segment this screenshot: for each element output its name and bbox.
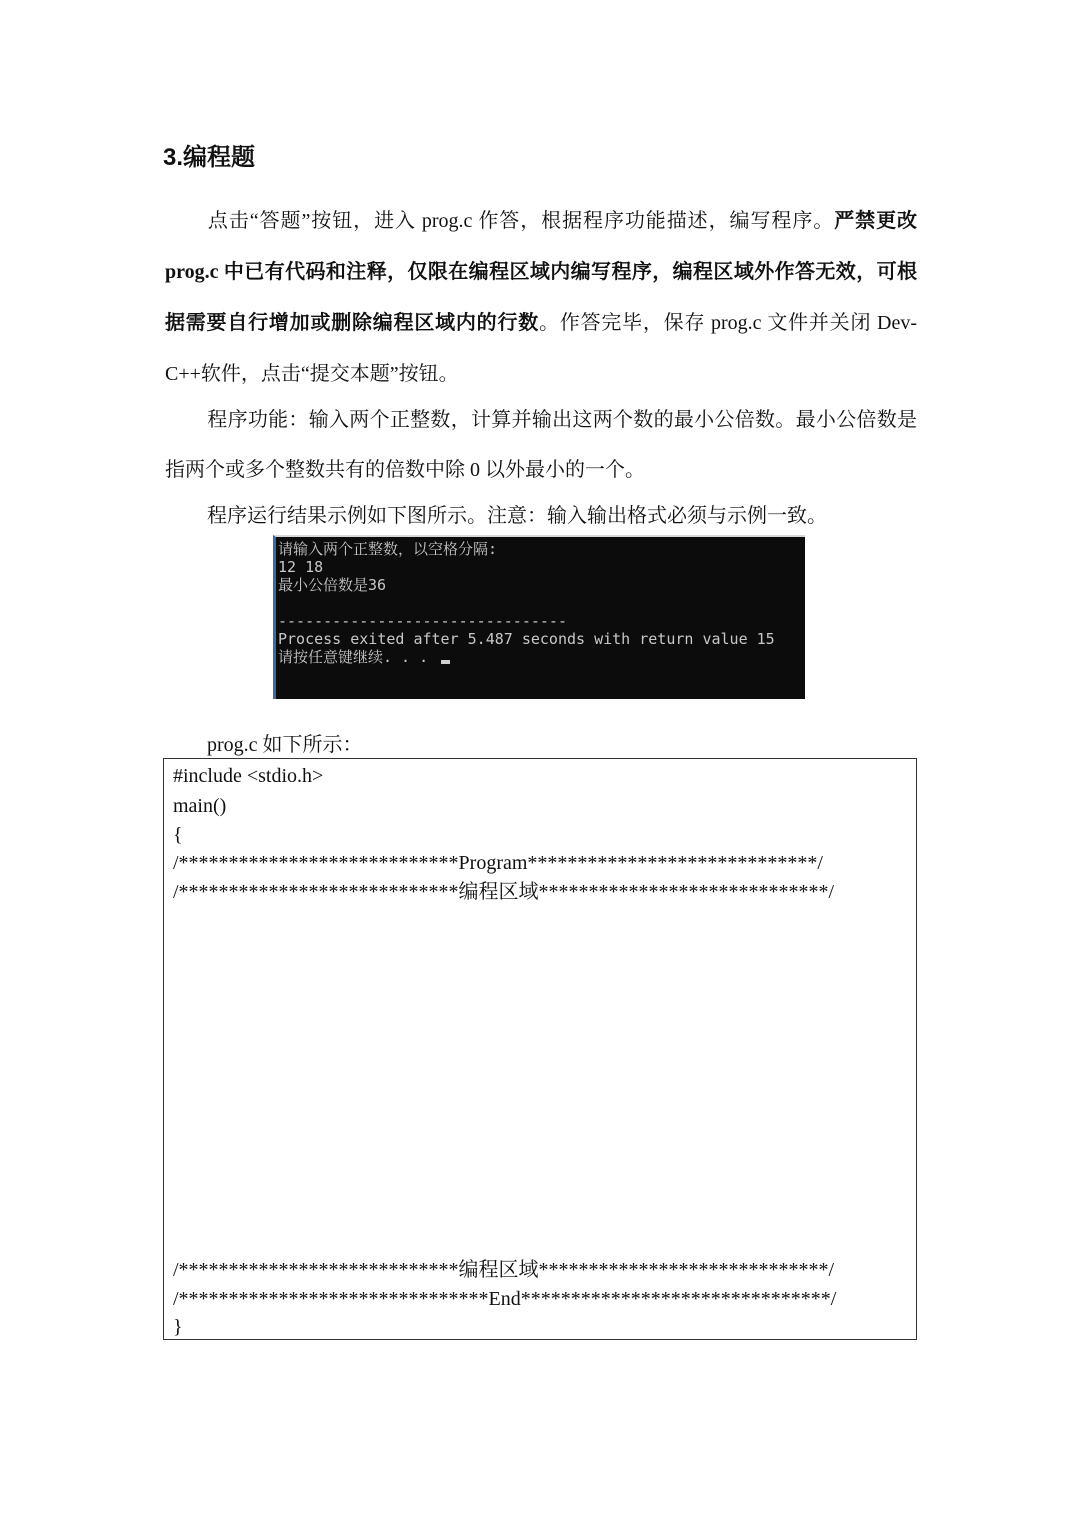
cursor-icon: [441, 660, 450, 664]
code-line-include: #include <stdio.h>: [173, 765, 324, 787]
code-line-program-comment: /****************************Program*****************************/: [173, 852, 823, 874]
code-line-close-brace: }: [173, 1316, 183, 1338]
code-box: [163, 758, 917, 1340]
code-line-main: main(): [173, 795, 227, 817]
example-note-paragraph: [165, 491, 917, 541]
section-heading: 3.编程题: [163, 144, 256, 171]
console-line: [278, 594, 805, 612]
console-line-prompt: [278, 648, 805, 666]
code-line-open-brace: {: [173, 824, 183, 846]
instructions-text: 点击“答题”按钮，进入 prog.c 作答，根据程序功能描述，编写程序。: [207, 210, 835, 232]
instructions-text-end: 。作答完毕，保存 prog.c 文件并关闭 Dev-C++软件，点击“提交本题”按钮。: [165, 312, 917, 385]
code-line-region-end: /****************************编程区域*****************************/: [173, 1259, 835, 1281]
example-note: 程序运行结果示例如下图所示。注意：输入输出格式必须与示例一致。: [207, 505, 827, 527]
console-line: --------------------------------: [278, 612, 567, 630]
console-output-screenshot: [273, 535, 805, 699]
code-caption: prog.c 如下所示：: [207, 734, 363, 756]
function-description: 程序功能：输入两个正整数，计算并输出这两个数的最小公倍数。最小公倍数是指两个或多个整数共有的倍数中除 0 以外最小的一个。: [165, 409, 917, 481]
console-line: Process exited after 5.487 seconds with return value 15: [278, 630, 775, 648]
instructions-bold-warning: 严禁更改 prog.c 中已有代码和注释，仅限在编程区域内编写程序，编程区域外作答无效，可根据需要自行增加或删除编程区域内的行数: [165, 210, 918, 334]
code-line-region-start: /****************************编程区域*****************************/: [173, 881, 835, 903]
function-description-paragraph: [165, 395, 917, 495]
instructions-paragraph: [165, 196, 917, 400]
console-line: 最小公倍数是36: [278, 576, 387, 594]
console-line: 12 18: [278, 558, 324, 576]
code-line-end-comment: /*******************************End*******************************/: [173, 1288, 837, 1310]
console-prompt-text: 请按任意键继续. . .: [278, 648, 438, 666]
console-line: 请输入两个正整数，以空格分隔:: [278, 540, 498, 558]
